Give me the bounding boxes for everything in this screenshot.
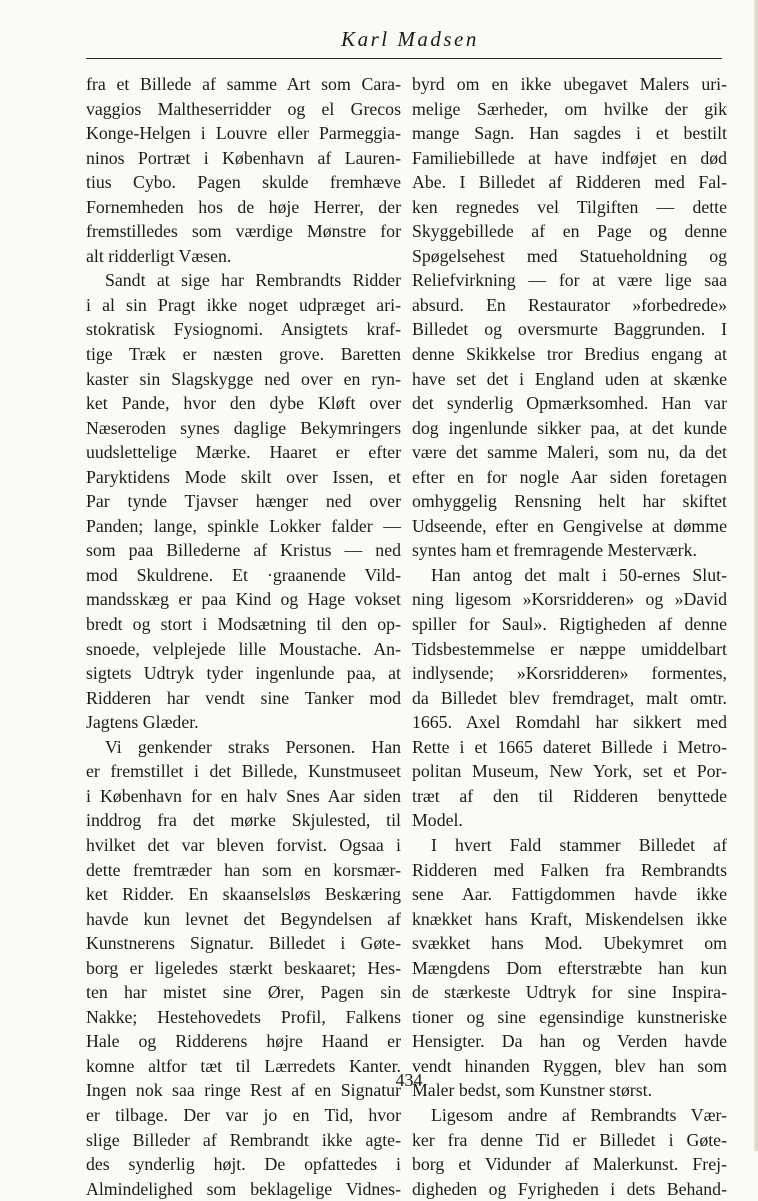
text-line: dette fremtræder han som en korsmær- [86, 859, 401, 880]
right-text-column [412, 72, 727, 1201]
text-line: Udseende, efter en Gengivelse at dømme [412, 515, 727, 536]
text-line: Billedet og oversmurte Baggrunden. I [412, 319, 727, 340]
text-line: Model. [412, 810, 463, 831]
text-line: kaster sin Slagskygge ned over en ryn- [86, 368, 401, 389]
text-line: slige Billeder af Rembrandt ikke agte- [86, 1129, 401, 1150]
text-line: Kunstnerens Signatur. Billedet i Gøte- [86, 933, 401, 954]
text-line: tius Cybo. Pagen skulde fremhæve [86, 172, 401, 193]
text-line: denne Skikkelse tror Bredius engang at [412, 344, 727, 365]
text-line: Sandt at sige har Rembrandts Ridder [105, 270, 401, 291]
text-line: Spøgelsehest med Statueholdning og [412, 245, 727, 266]
text-line: Ridderen med Falken fra Rembrandts [412, 859, 727, 880]
text-line: efter en for nogle Aar siden foretagen [412, 466, 727, 487]
text-line: Næseroden synes daglige Bekymringers [86, 417, 401, 438]
header-rule [86, 58, 722, 59]
text-line: Ligesom andre af Rembrandts Vær- [431, 1104, 727, 1125]
left-text-column [86, 72, 401, 1201]
text-line: politan Museum, New York, set et Por- [412, 761, 727, 782]
text-line: Ridderen har vendt sine Tanker mod [86, 687, 401, 708]
text-line: Fornemheden hos de høje Herrer, der [86, 196, 401, 217]
text-line: Tidsbestemmelse er næppe umiddelbart [412, 638, 727, 659]
text-line: omhyggelig Rensning helt har skiftet [412, 491, 727, 512]
text-line: snoede, velplejede lille Moustache. An- [86, 638, 401, 659]
text-line: sigtets Udtryk tyder ingenlunde paa, at [86, 663, 401, 684]
text-line: inddrog fra det mørke Skjulested, til [86, 810, 401, 831]
text-line: hvilket det var bleven forvist. Ogsaa i [86, 834, 401, 855]
text-line: Konge-Helgen i Louvre eller Parmeggia- [86, 123, 401, 144]
text-line: svækket hans Mod. Ubekymret om [412, 933, 727, 954]
text-line: Vi genkender straks Personen. Han [105, 736, 401, 757]
text-line: ker fra denne Tid er Billedet i Gøte- [412, 1129, 727, 1150]
text-line: fremstilledes som værdige Mønstre for [86, 221, 401, 242]
text-line: er fremstillet i det Billede, Kunstmuseet [86, 761, 401, 782]
running-head-title: Karl Madsen [341, 27, 479, 51]
text-line: vaggios Maltheserridder og el Grecos [86, 98, 401, 119]
text-line: de stærkeste Udtryk for sine Inspira- [412, 982, 727, 1003]
text-line: uudslettelige Mærke. Haaret er efter [86, 442, 401, 463]
text-line: er tilbage. Der var jo en Tid, hvor [86, 1104, 401, 1125]
text-line: tioner og sine egensindige kunstneriske [412, 1006, 727, 1027]
text-line: Hale og Ridderens højre Haand er [86, 1031, 401, 1052]
text-line: bredt og stort i Modsætning til den op- [86, 614, 401, 635]
text-line: i København for en halv Snes Aar siden [86, 785, 401, 806]
text-line: være det samme Maleri, som nu, da det [412, 442, 727, 463]
text-line: ken regnedes vel Tilgiften — dette [412, 196, 727, 217]
text-line: Almindelighed som beklagelige Vidnes- [86, 1178, 401, 1199]
page-number: 434 [395, 1070, 423, 1090]
text-line: dog ingenlunde sikker paa, at det kunde [412, 417, 727, 438]
text-line: komne altfor tæt til Lærredets Kanter. [86, 1055, 401, 1076]
text-line: det synderlig Opmærksomhed. Han var [412, 393, 727, 414]
text-line: fra et Billede af samme Art som Cara- [86, 74, 401, 94]
text-line: borg er ligeledes stærkt beskaaret; Hes- [86, 957, 401, 978]
text-line: I hvert Fald stammer Billedet af [431, 834, 727, 855]
text-line: tige Træk er næsten grove. Baretten [86, 344, 401, 365]
text-line: syntes ham et fremragende Mesterværk. [412, 540, 697, 561]
text-line: mod Skuldrene. Et ·graanende Vild- [86, 564, 401, 585]
text-line: ket Ridder. En skaanselsløs Beskæring [86, 884, 401, 905]
text-line: Skyggebillede af en Page og denne [412, 221, 727, 242]
text-line: mandsskæg er paa Kind og Hage vokset [86, 589, 401, 610]
text-line: have set det i England uden at skænke [412, 368, 727, 389]
text-line: i al sin Pragt ikke noget udpræget ari- [86, 294, 401, 315]
text-line: ninos Portræt i København af Lauren- [86, 147, 401, 168]
text-line: vendt hinanden Ryggen, blev han som [412, 1055, 727, 1076]
text-line: træt af den til Ridderen benyttede [412, 785, 727, 806]
text-line: byrd om en ikke ubegavet Malers uri- [412, 74, 727, 94]
text-line: ten har mistet sine Ører, Pagen sin [86, 982, 401, 1003]
text-line: Nakke; Hestehovedets Profil, Falkens [86, 1006, 401, 1027]
text-line: Paryktidens Mode skilt over Issen, et [86, 466, 401, 487]
text-line: knækket hans Kraft, Miskendelsen ikke [412, 908, 727, 929]
text-line: melige Særheder, om hvilke der gik [412, 98, 727, 119]
text-line: ket Pande, hvor den dybe Kløft over [86, 393, 401, 414]
text-line: havde kun levnet det Begyndelsen af [86, 908, 401, 929]
text-line: Reliefvirkning — for at være lige saa [412, 270, 727, 291]
text-line: Hensigter. Da han og Verden havde [412, 1031, 727, 1052]
text-line: som paa Billederne af Kristus — ned [86, 540, 401, 561]
text-line: da Billedet blev fremdraget, malt omtr. [412, 687, 727, 708]
text-line: Jagtens Glæder. [86, 712, 199, 733]
text-line: Familiebillede at have indføjet en død [412, 147, 727, 168]
text-line: Han antog det malt i 50-ernes Slut- [431, 564, 727, 585]
page-edge [754, 0, 758, 1151]
text-line: Panden; lange, spinkle Lokker falder — [86, 515, 401, 536]
text-line: Maler bedst, som Kunstner størst. [412, 1080, 653, 1101]
text-line: mange Sagn. Han sagdes i et bestilt [412, 123, 727, 144]
text-line: ning ligesom »Korsridderen» og »David [412, 589, 727, 610]
text-line: absurd. En Restaurator »forbedrede» [412, 294, 727, 315]
text-line: borg et Vidunder af Malerkunst. Frej- [412, 1154, 727, 1175]
text-line: Mængdens Dom efterstræbte han kun [412, 957, 727, 978]
text-line: 1665. Axel Romdahl har sikkert med [412, 712, 727, 733]
text-line: Abe. I Billedet af Ridderen med Fal- [412, 172, 727, 193]
text-line: des synderlig højt. De opfattedes i [86, 1154, 401, 1175]
text-line: Rette i et 1665 dateret Billede i Metro- [412, 736, 727, 757]
text-line: stokratisk Fysiognomi. Ansigtets kraf- [86, 319, 401, 340]
text-line: indlysende; »Korsridderen» formentes, [412, 663, 727, 684]
text-line: sene Aar. Fattigdommen havde ikke [412, 884, 727, 905]
text-line: spiller for Saul». Rigtigheden af denne [412, 614, 727, 635]
text-line: Par tynde Tjavser hænger ned over [86, 491, 401, 512]
text-line: Ingen nok saa ringe Rest af en Signatur [86, 1080, 401, 1101]
text-line: alt ridderligt Væsen. [86, 245, 232, 266]
text-line: digheden og Fyrigheden i dets Behand- [412, 1178, 727, 1199]
